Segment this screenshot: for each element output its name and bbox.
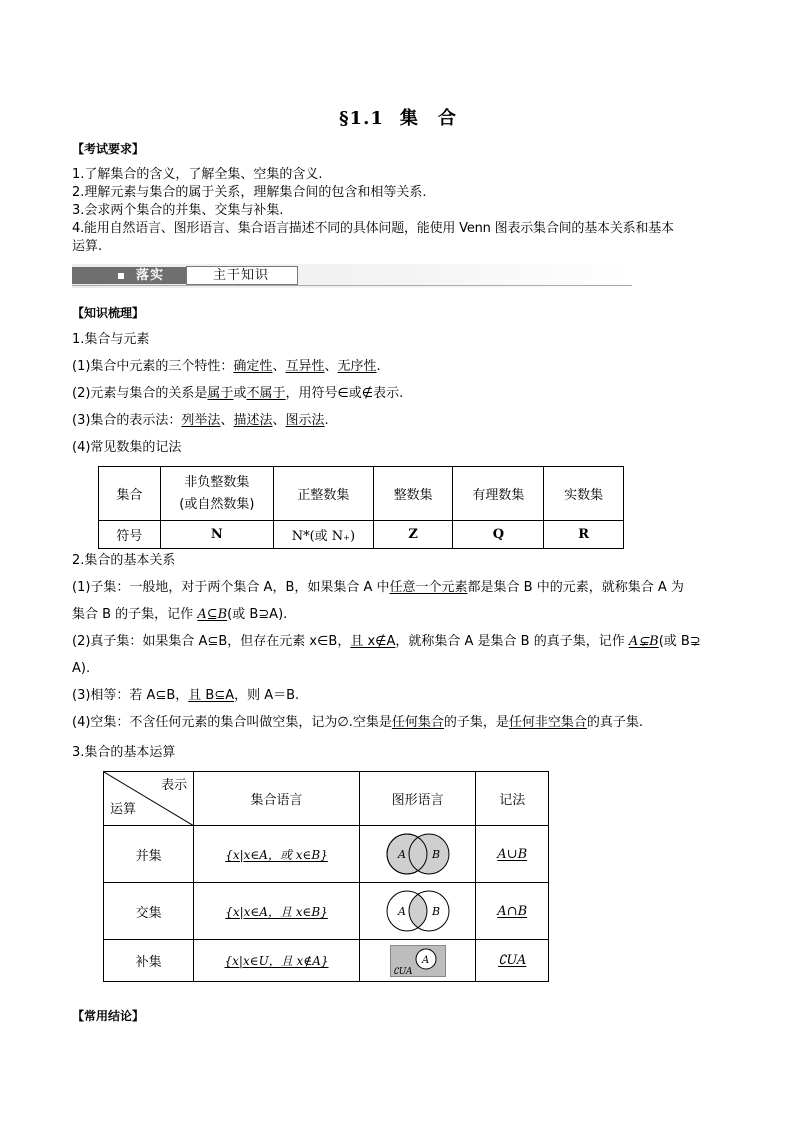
s2-line-3: (3)相等：若 A⊆B，且 B⊆A，则 A＝B. [72,688,300,703]
complement-diagram-cell [359,940,476,982]
answer-blank: 任何非空集合 [508,715,587,730]
answer-blank: 列举法 [181,413,221,428]
intersection-venn-diagram [381,887,455,935]
table-cell: 非负整数集 (或自然数集) [160,467,273,521]
banner-light-tab [186,266,298,285]
venn-label-a: A [421,954,429,966]
s2-line-2-cont: A). [72,661,91,676]
table-cell: Z [373,521,453,549]
exam-req-item-3: 3.会求两个集合的并集、交集与补集. [72,203,284,218]
s2-line-2: (2)真子集：如果集合 A⊆B，但存在元素 x∈B，且 x∉A，就称集合 A 是集合 B 的真子集，记作 A⊊B(或 B⊋ [72,634,701,649]
corner-header-cell [104,772,194,826]
corner-bottom-label: 运算 [110,802,137,817]
answer-blank: 描述法 [233,413,273,428]
banner-light-label: 主干知识 [213,268,270,283]
s2-line-1: (1)子集：一般地，对于两个集合 A，B，如果集合 A 中任意一个元素都是集合 B 中的元素，就称集合 A 为 [72,580,684,595]
table-cell: A∪B [476,826,549,883]
answer-blank: 不属于 [246,386,286,401]
table-cell: 整数集 [373,467,453,521]
s1-line-3: (3)集合的表示法：列举法、描述法、图示法. [72,413,329,428]
answer-blank: 无序性 [337,359,377,374]
number-sets-table [98,466,624,549]
knowledge-header: 【知识梳理】 [72,306,145,320]
complement-venn-diagram [390,945,446,977]
table-row [104,772,549,826]
table-row [99,521,624,549]
union-venn-diagram [381,830,455,878]
answer-blank: A⊆B [197,607,228,622]
table-header: 图形语言 [359,772,476,826]
section-banner [72,264,632,288]
answer-blank: 任意一个元素 [389,580,468,595]
table-cell: 有理数集 [453,467,544,521]
section-name: 集 合 [399,108,457,129]
corner-top-label: 表示 [161,778,188,793]
table-cell: 补集 [104,940,194,982]
s3-title: 3.集合的基本运算 [72,745,176,760]
answer-blank: 互异性 [285,359,325,374]
exam-req-item-1: 1.了解集合的含义，了解全集、空集的含义. [72,167,323,182]
venn-label-b: B [431,848,440,861]
table-row [104,826,549,883]
table-cell: 实数集 [544,467,624,521]
table-cell: {x|x∈A，或 x∈B} [194,826,360,883]
table-cell: {x|x∈A，且 x∈B} [194,883,360,940]
answer-blank: 属于 [207,386,234,401]
exam-req-item-4-cont: 运算. [72,239,103,254]
table-cell: N*(或 N₊) [273,521,373,549]
table-cell: 并集 [104,826,194,883]
table-cell: 正整数集 [273,467,373,521]
s1-title: 1.集合与元素 [72,332,150,347]
table-cell: 符号 [99,521,161,549]
exam-req-item-2: 2.理解元素与集合的属于关系，理解集合间的包含和相等关系. [72,185,427,200]
table-cell: 交集 [104,883,194,940]
venn-label-b: B [431,905,440,918]
square-bullet-icon [118,273,124,279]
table-cell: 集合 [99,467,161,521]
set-operations-table [103,771,549,982]
table-cell: {x|x∈U，且 x∉A} [194,940,360,982]
table-row [104,940,549,982]
section-number: §1.1 [339,108,384,129]
table-header: 集合语言 [194,772,360,826]
s1-line-4: (4)常见数集的记法 [72,440,182,455]
answer-blank: 任何集合 [391,715,444,730]
conclusion-header: 【常用结论】 [72,1009,145,1023]
banner-dark-label: 落实 [136,268,165,283]
page-title [72,104,724,130]
table-cell: A∩B [476,883,549,940]
answer-blank: 且 B⊆A [188,688,235,703]
banner-dark-tab [72,267,186,284]
answer-blank: 确定性 [233,359,273,374]
intersection-diagram-cell [359,883,476,940]
union-diagram-cell [359,826,476,883]
answer-blank: A⊊B [628,634,659,649]
venn-label-a: A [397,905,406,918]
s2-line-1-cont: 集合 B 的子集，记作 A⊆B(或 B⊇A). [72,607,288,622]
table-cell: R [544,521,624,549]
exam-req-header: 【考试要求】 [72,142,145,156]
table-cell: ∁UA [476,940,549,982]
answer-blank: 图示法 [285,413,325,428]
s2-title: 2.集合的基本关系 [72,553,176,568]
banner-rule [72,285,632,286]
complement-label: ∁UA [392,966,413,977]
table-row [99,467,624,521]
s1-line-2: (2)元素与集合的关系是属于或不属于，用符号∈或∉表示. [72,386,404,401]
table-cell: N [160,521,273,549]
venn-label-a: A [397,848,406,861]
exam-req-item-4: 4.能用自然语言、图形语言、集合语言描述不同的具体问题，能使用 Venn 图表示集合间的基本关系和基本 [72,221,674,236]
table-row [104,883,549,940]
answer-blank: 且 x∉A [350,634,396,649]
table-cell: Q [453,521,544,549]
s1-line-1: (1)集合中元素的三个特性：确定性、互异性、无序性. [72,359,381,374]
table-header: 记法 [476,772,549,826]
s2-line-4: (4)空集：不含任何元素的集合叫做空集，记为∅.空集是任何集合的子集，是任何非空集合的真子集. [72,715,644,730]
